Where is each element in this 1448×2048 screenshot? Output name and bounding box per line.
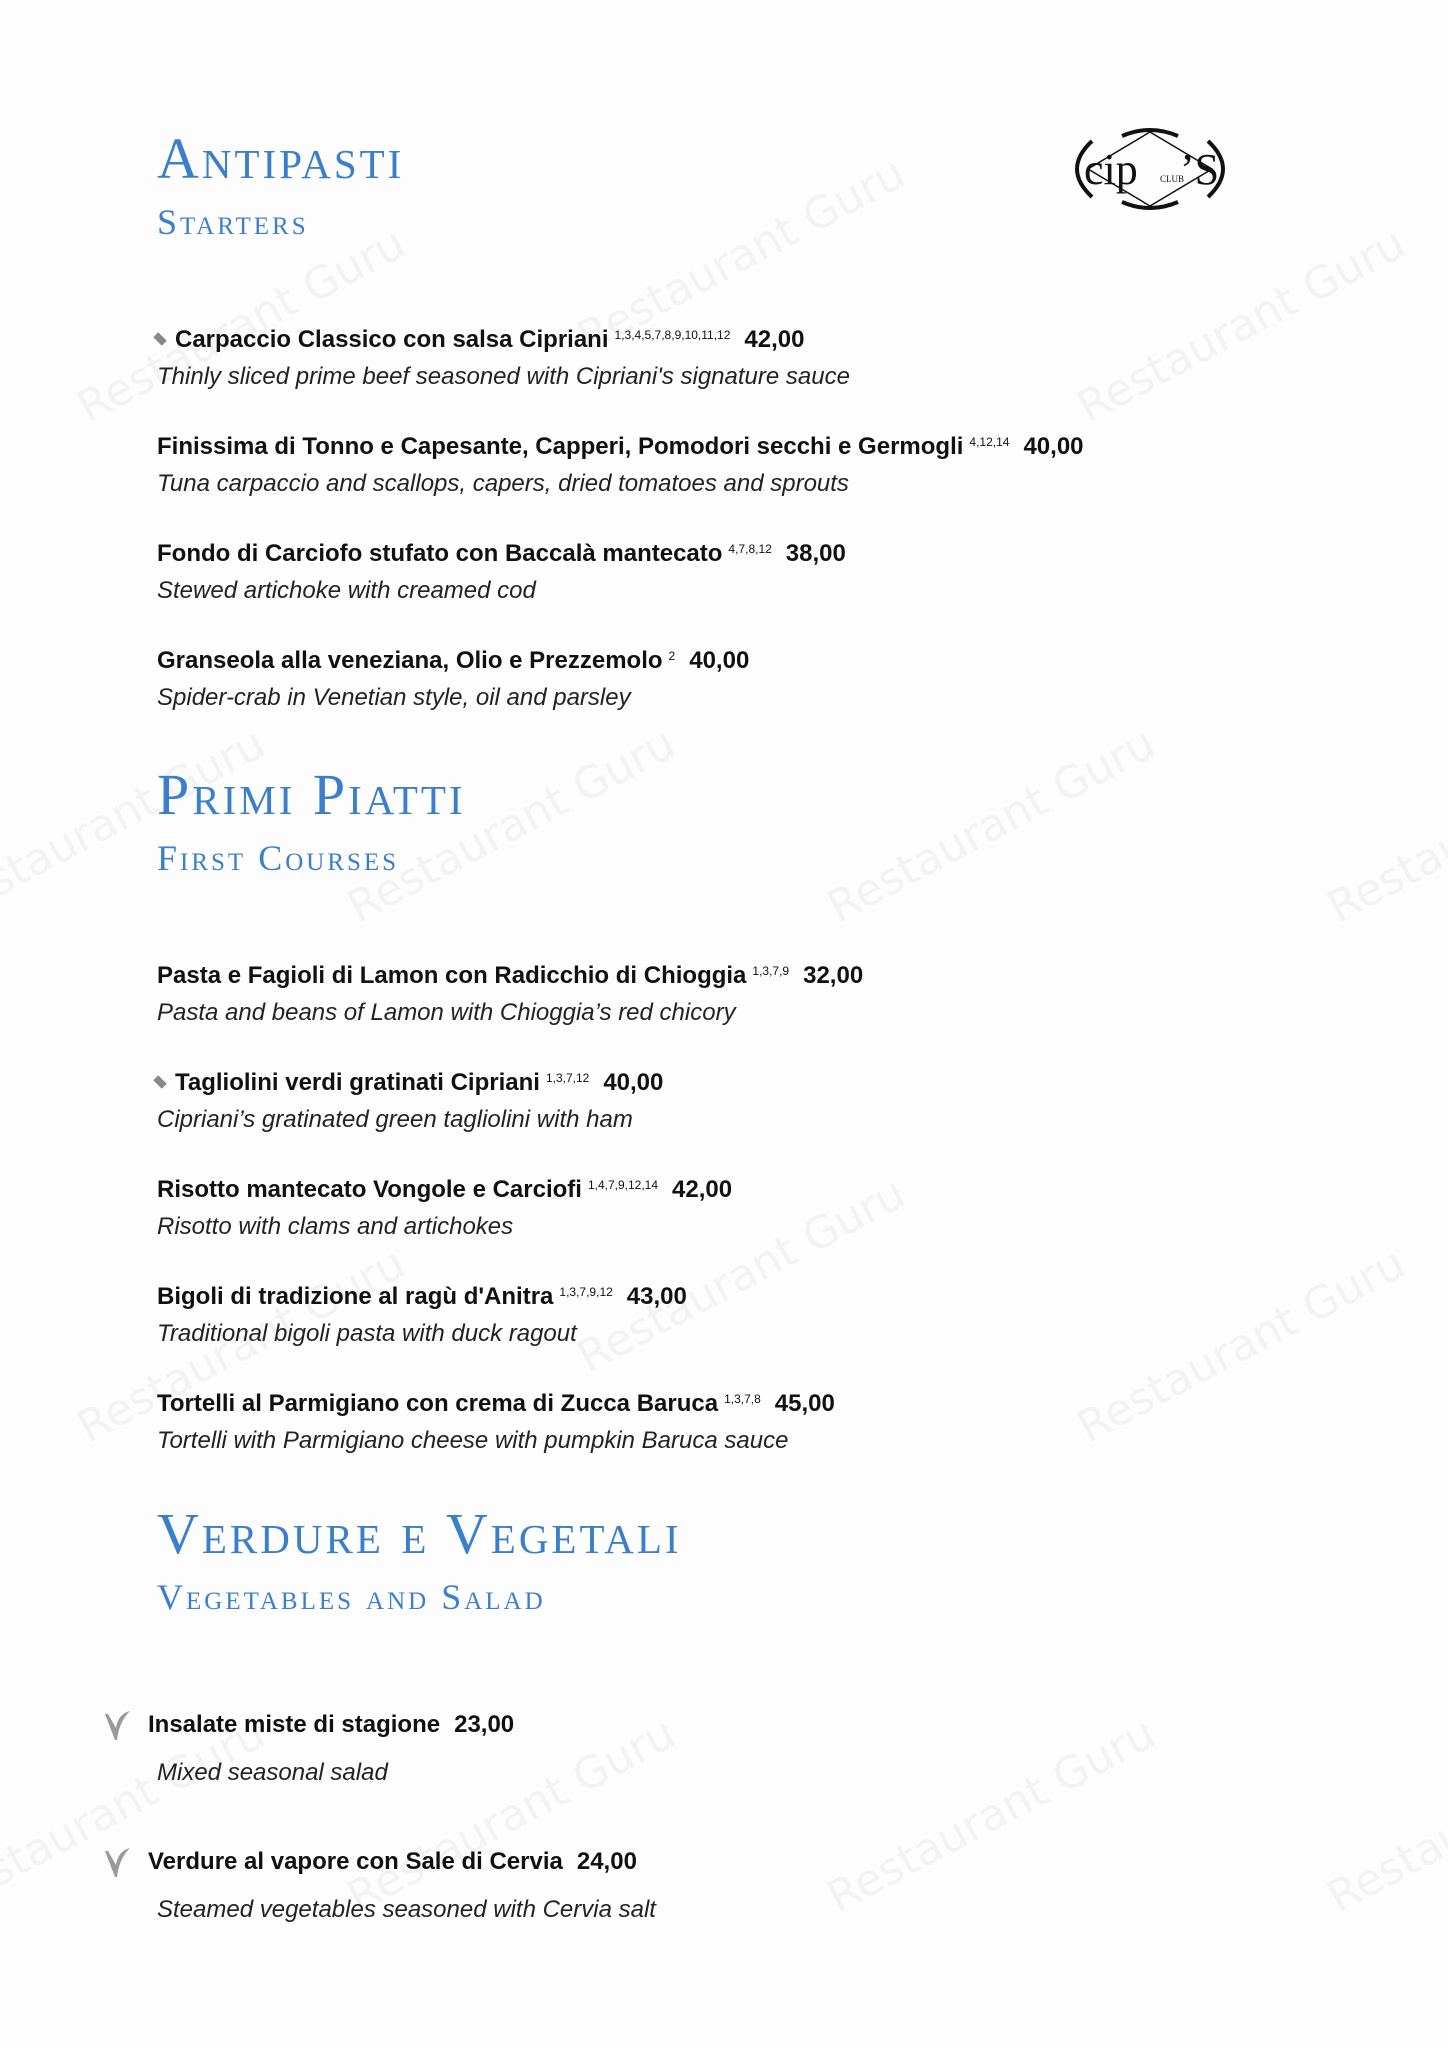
item-name: Insalate miste di stagione <box>148 1711 441 1738</box>
item-name-line <box>157 1278 1357 1315</box>
item-allergens: 1,3,7,8 <box>724 1392 761 1406</box>
menu-item <box>157 535 1357 642</box>
item-name-line <box>157 957 1357 994</box>
svg-text:’S: ’S <box>1180 145 1220 194</box>
item-allergens: 4,7,8,12 <box>728 542 772 556</box>
item-price: 40,00 <box>689 647 750 674</box>
item-name: Pasta e Fagioli di Lamon con Radicchio di Chioggia <box>157 962 747 989</box>
vegetarian-leaf-icon <box>102 1845 132 1879</box>
item-price: 42,00 <box>672 1176 733 1203</box>
section-verdure <box>148 1501 1357 1980</box>
menu-item <box>157 428 1357 535</box>
item-name-line <box>157 642 1357 679</box>
item-name-line <box>157 1171 1357 1208</box>
item-price: 40,00 <box>603 1069 664 1096</box>
menu-item <box>157 1385 1357 1492</box>
menu-items <box>148 1706 1357 1980</box>
item-description: Traditional bigoli pasta with duck ragout <box>157 1320 577 1347</box>
item-description: Cipriani’s gratinated green tagliolini with ham <box>157 1106 633 1133</box>
item-name-line <box>157 535 1357 572</box>
item-description: Thinly sliced prime beef seasoned with Cipriani's signature sauce <box>157 363 850 390</box>
menu-items <box>157 321 1357 749</box>
item-price: 40,00 <box>1023 433 1084 460</box>
item-price: 32,00 <box>803 962 864 989</box>
item-name: Bigoli di tradizione al ragù d'Anitra <box>157 1283 554 1310</box>
section-title: Antipasti <box>157 126 405 191</box>
menu-item <box>157 1171 1357 1278</box>
svg-text:CLUB: CLUB <box>1160 174 1185 184</box>
item-description: Stewed artichoke with creamed cod <box>157 577 536 604</box>
svg-text:cip: cip <box>1084 145 1138 194</box>
menu-item <box>148 1706 1357 1843</box>
section-subtitle: First Courses <box>157 838 400 878</box>
item-name-line <box>148 1706 1357 1743</box>
menu-item <box>148 1843 1357 1980</box>
item-name-line <box>157 428 1357 465</box>
item-name: Risotto mantecato Vongole e Carciofi <box>157 1176 582 1203</box>
item-price: 23,00 <box>454 1711 515 1738</box>
item-description: Steamed vegetables seasoned with Cervia salt <box>157 1896 656 1923</box>
item-name-line <box>148 1843 1357 1880</box>
item-price: 42,00 <box>744 326 805 353</box>
menu-items <box>157 957 1357 1492</box>
item-allergens: 1,3,7,12 <box>545 1071 590 1085</box>
item-allergens: 4,12,14 <box>969 435 1010 449</box>
menu-item <box>157 1064 1357 1171</box>
section-title: Verdure e Vegetali <box>157 1501 682 1566</box>
item-price: 43,00 <box>626 1283 687 1310</box>
section-subtitle: Vegetables and Salad <box>157 1577 546 1617</box>
item-name: Fondo di Carciofo stufato con Baccalà mantecato <box>157 540 723 567</box>
item-name-line <box>157 1385 1357 1422</box>
section-antipasti <box>157 126 1357 749</box>
section-subtitle: Starters <box>157 202 309 242</box>
item-price: 24,00 <box>576 1848 637 1875</box>
item-name: Verdure al vapore con Sale di Cervia <box>148 1848 563 1875</box>
item-name: Finissima di Tonno e Capesante, Capperi, Pomodori secchi e Germogli <box>157 433 964 460</box>
item-price: 45,00 <box>774 1390 835 1417</box>
diamond-bullet-icon <box>153 332 166 345</box>
menu-item <box>157 321 1357 428</box>
item-name: Granseola alla veneziana, Olio e Prezzemolo <box>157 647 663 674</box>
item-allergens: 1,3,4,5,7,8,9,10,11,12 <box>614 328 731 342</box>
menu-item <box>157 642 1357 749</box>
vegetarian-leaf-icon <box>102 1708 132 1742</box>
section-title: Primi Piatti <box>157 762 466 827</box>
item-description: Mixed seasonal salad <box>157 1759 388 1786</box>
item-description: Pasta and beans of Lamon with Chioggia’s red chicory <box>157 999 736 1026</box>
item-allergens: 1,3,7,9,12 <box>559 1285 613 1299</box>
item-description: Tuna carpaccio and scallops, capers, dried tomatoes and sprouts <box>157 470 849 497</box>
item-allergens: 1,3,7,9 <box>752 964 790 978</box>
item-price: 38,00 <box>785 540 846 567</box>
item-name: Tagliolini verdi gratinati Cipriani <box>175 1069 540 1096</box>
item-allergens: 2 <box>668 649 676 663</box>
item-name: Tortelli al Parmigiano con crema di Zucca Baruca <box>157 1390 719 1417</box>
item-description: Tortelli with Parmigiano cheese with pumpkin Baruca sauce <box>157 1427 789 1454</box>
diamond-bullet-icon <box>153 1075 166 1088</box>
item-name-line <box>157 321 1357 358</box>
item-description: Spider-crab in Venetian style, oil and parsley <box>157 684 631 711</box>
item-name-line <box>157 1064 1357 1101</box>
item-description: Risotto with clams and artichokes <box>157 1213 514 1240</box>
menu-item <box>157 1278 1357 1385</box>
section-primi-piatti <box>157 762 1357 1492</box>
item-allergens: 1,4,7,9,12,14 <box>587 1178 659 1192</box>
menu-item <box>157 957 1357 1064</box>
item-name: Carpaccio Classico con salsa Cipriani <box>175 326 609 353</box>
